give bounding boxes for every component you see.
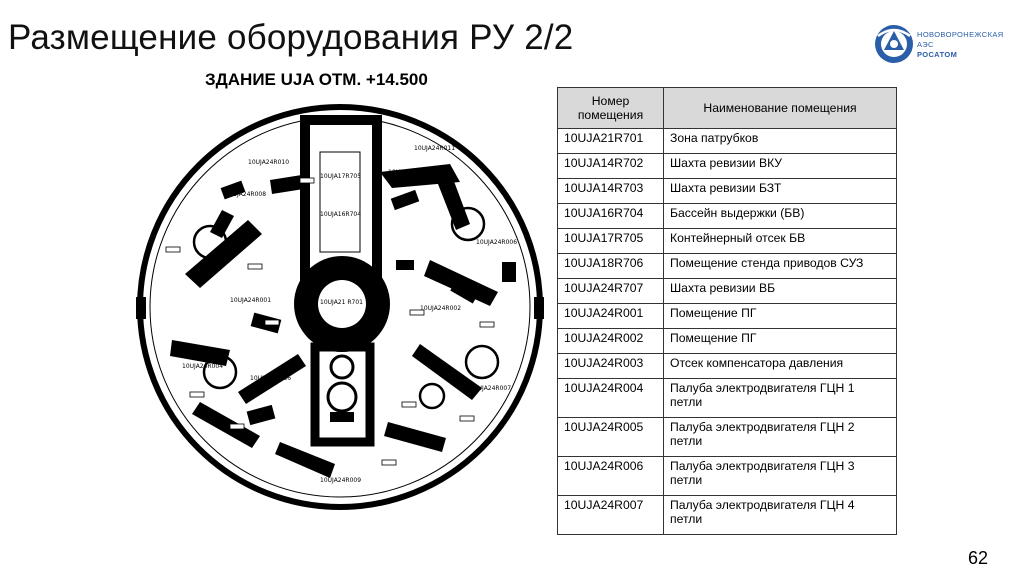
room-name: Палуба электродвигателя ГЦН 2 петли	[664, 418, 897, 457]
room-name: Палуба электродвигателя ГЦН 1 петли	[664, 379, 897, 418]
room-name: Бассейн выдержки (БВ)	[664, 204, 897, 229]
table-row	[558, 254, 897, 279]
plan-label-r002b: 10UJA24R002	[420, 305, 462, 312]
plan-label-r008: 10UJA24R008	[225, 191, 267, 198]
table-row	[558, 179, 897, 204]
room-number: 10UJA17R705	[558, 229, 664, 254]
plan-label-r010: 10UJA24R010	[248, 159, 290, 166]
rooms-table	[557, 87, 897, 535]
table-row	[558, 154, 897, 179]
room-number: 10UJA14R702	[558, 154, 664, 179]
lower-shaft	[315, 347, 370, 442]
room-name: Палуба электродвигателя ГЦН 4 петли	[664, 496, 897, 535]
table-row	[558, 229, 897, 254]
table-row	[558, 457, 897, 496]
room-number: 10UJA24R002	[558, 329, 664, 354]
table-row	[558, 279, 897, 304]
plan-label-r004: 10UJA24R004	[182, 363, 224, 370]
room-number: 10UJA24R707	[558, 279, 664, 304]
room-name: Шахта ревизии ВБ	[664, 279, 897, 304]
room-number: 10UJA18R706	[558, 254, 664, 279]
room-name: Отсек компенсатора давления	[664, 354, 897, 379]
pool-outline	[320, 152, 360, 252]
left-wall-notch	[136, 297, 146, 319]
table-header-row	[558, 88, 897, 129]
building-subtitle: ЗДАНИЕ UJA ОТМ. +14.500	[205, 70, 428, 89]
plan-label-r011: 10UJA24R011	[414, 145, 456, 152]
room-name: Шахта ревизии БЗТ	[664, 179, 897, 204]
plan-label-r705: 10UJA17R705	[320, 173, 362, 180]
room-name: Шахта ревизии ВКУ	[664, 154, 897, 179]
header-room-number: Номер помещения	[558, 88, 664, 129]
lower-circle-1	[331, 356, 353, 378]
plan-label-r786: 10UJA24R786	[250, 375, 292, 382]
room-name: Контейнерный отсек БВ	[664, 229, 897, 254]
logo-line-2: АЭС	[917, 40, 934, 49]
table-row	[558, 379, 897, 418]
plan-label-r009: 10UJA24R009	[320, 477, 362, 484]
room-name: Помещение стенда приводов СУЗ	[664, 254, 897, 279]
logo-line-3: РОСАТОМ	[917, 50, 958, 59]
room-name: Зона патрубков	[664, 129, 897, 154]
room-number: 10UJA16R704	[558, 204, 664, 229]
room-number: 10UJA14R703	[558, 179, 664, 204]
room-number: 10UJA24R004	[558, 379, 664, 418]
table-row	[558, 418, 897, 457]
table-row	[558, 354, 897, 379]
table-row	[558, 496, 897, 535]
plan-label-r701: 10UJA21 R701	[320, 299, 363, 306]
lower-block	[330, 412, 354, 422]
page-number: 62	[968, 548, 989, 568]
room-number: 10UJA21R701	[558, 129, 664, 154]
npp-logo	[872, 22, 1022, 72]
floor-plan	[130, 92, 550, 522]
table-row	[558, 304, 897, 329]
plan-label-r007: 10UJA24R007	[470, 385, 512, 392]
room-name: Помещение ПГ	[664, 329, 897, 354]
logo-text	[917, 30, 1004, 60]
header-room-name: Наименование помещения	[664, 88, 897, 129]
room-number: 10UJA24R001	[558, 304, 664, 329]
table-row	[558, 129, 897, 154]
atom-logo-icon	[872, 22, 916, 66]
plan-label-r006: 10UJA24R006	[476, 239, 518, 246]
right-wall-notch	[534, 297, 544, 319]
room-number: 10UJA24R007	[558, 496, 664, 535]
plan-label-r001: 10UJA24R001	[230, 297, 272, 304]
room-number: 10UJA24R005	[558, 418, 664, 457]
room-name: Палуба электродвигателя ГЦН 3 петли	[664, 457, 897, 496]
room-number: 10UJA24R006	[558, 457, 664, 496]
slide-title: Размещение оборудования РУ 2/2	[8, 18, 574, 57]
lower-circle-2	[328, 383, 356, 411]
plan-label-r002a: 10UJA24R002	[388, 169, 430, 176]
logo-line-1: НОВОВОРОНЕЖСКАЯ	[917, 30, 1004, 39]
plan-label-r704: 10UJA16R704	[320, 211, 362, 218]
table-row	[558, 204, 897, 229]
table-row	[558, 329, 897, 354]
room-number: 10UJA24R003	[558, 354, 664, 379]
room-name: Помещение ПГ	[664, 304, 897, 329]
